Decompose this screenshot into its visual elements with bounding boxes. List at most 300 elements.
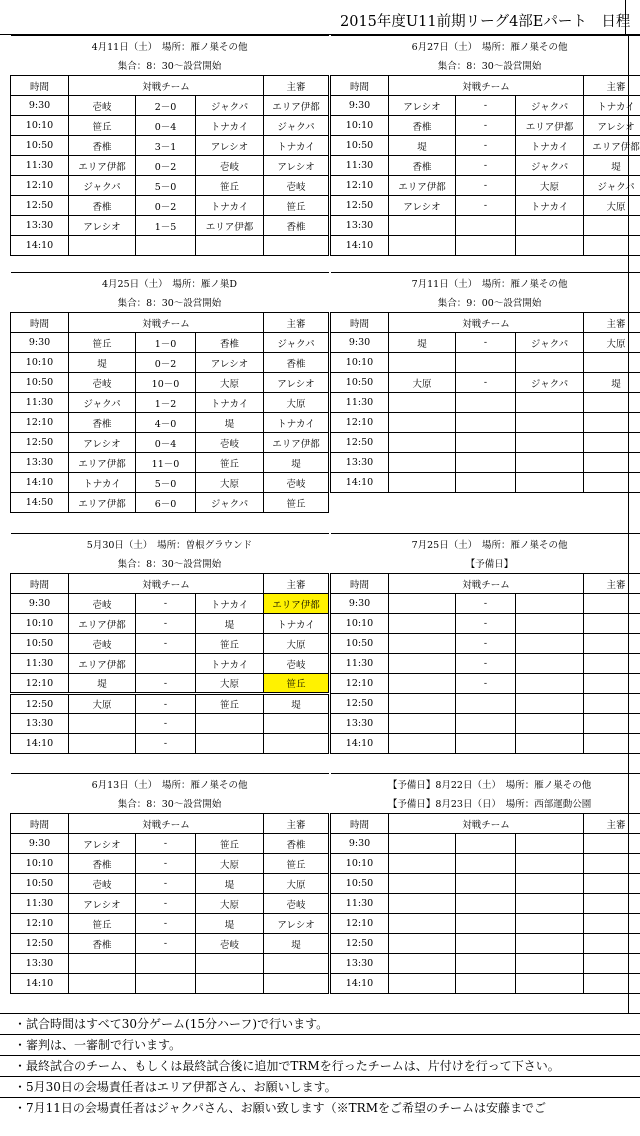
time-cell: 11:30 bbox=[331, 894, 389, 914]
score-cell bbox=[456, 714, 516, 734]
score-cell: 0－2 bbox=[136, 156, 196, 176]
referee-cell: ジャクパ bbox=[584, 176, 640, 196]
home-team-cell: 香椎 bbox=[69, 854, 136, 874]
referee-cell bbox=[584, 954, 640, 974]
home-team-cell bbox=[389, 236, 456, 256]
referee-cell bbox=[584, 236, 640, 256]
score-cell: 0－2 bbox=[136, 196, 196, 216]
time-cell: 10:10 bbox=[331, 353, 389, 373]
table-row bbox=[331, 473, 640, 493]
time-cell: 9:30 bbox=[331, 333, 389, 353]
score-cell bbox=[456, 453, 516, 473]
time-cell: 12:50 bbox=[11, 934, 69, 954]
home-team-cell: 壱岐 bbox=[69, 634, 136, 654]
referee-cell: 壱岐 bbox=[264, 894, 329, 914]
score-cell bbox=[456, 914, 516, 934]
away-team-cell: 堤 bbox=[196, 874, 264, 894]
away-team-cell: 大原 bbox=[196, 854, 264, 874]
table-row bbox=[11, 734, 329, 754]
score-cell: 0－2 bbox=[136, 353, 196, 373]
schedule-table bbox=[10, 272, 329, 513]
home-team-cell bbox=[389, 413, 456, 433]
score-cell bbox=[456, 854, 516, 874]
score-cell: - bbox=[136, 734, 196, 754]
time-cell: 13:30 bbox=[331, 453, 389, 473]
home-team-cell: 堤 bbox=[389, 136, 456, 156]
time-cell: 13:30 bbox=[331, 714, 389, 734]
schedule-table bbox=[330, 533, 640, 754]
referee-cell bbox=[584, 473, 640, 493]
home-team-cell bbox=[389, 453, 456, 473]
match-header: 対戦チーム bbox=[389, 574, 584, 594]
referee-cell: 堤 bbox=[264, 694, 329, 714]
referee-cell: 大原 bbox=[264, 874, 329, 894]
table-row bbox=[331, 353, 640, 373]
referee-cell: エリア伊都 bbox=[584, 136, 640, 156]
time-cell: 9:30 bbox=[331, 834, 389, 854]
time-cell: 12:50 bbox=[11, 196, 69, 216]
time-cell: 13:30 bbox=[11, 954, 69, 974]
match-day-block-jul11 bbox=[330, 272, 640, 493]
table-row bbox=[331, 674, 640, 694]
table-row bbox=[11, 654, 329, 674]
home-team-cell bbox=[389, 634, 456, 654]
home-team-cell: エリア伊都 bbox=[69, 453, 136, 473]
score-cell bbox=[456, 934, 516, 954]
referee-cell: 壱岐 bbox=[264, 473, 329, 493]
time-cell: 13:30 bbox=[11, 714, 69, 734]
note-match-length: ・試合時間はすべて30分ゲーム(15分ハーフ)で行います。 bbox=[0, 1013, 640, 1034]
table-row bbox=[11, 333, 329, 353]
match-header: 対戦チーム bbox=[69, 574, 264, 594]
home-team-cell bbox=[389, 734, 456, 754]
referee-cell bbox=[264, 974, 329, 994]
table-row bbox=[11, 954, 329, 974]
schedule-table bbox=[10, 533, 329, 754]
title-corner-cell bbox=[625, 0, 640, 35]
away-team-cell bbox=[516, 934, 584, 954]
match-day-block-reserve-aug bbox=[330, 773, 640, 994]
table-row bbox=[331, 914, 640, 934]
away-team-cell bbox=[196, 974, 264, 994]
table-row bbox=[331, 216, 640, 236]
match-day-block-apr11 bbox=[10, 35, 328, 256]
table-row bbox=[11, 493, 329, 513]
score-cell: - bbox=[136, 894, 196, 914]
venue-line: 6月13日（土） 場所：雁ノ巣その他 bbox=[11, 774, 329, 794]
home-team-cell bbox=[69, 236, 136, 256]
table-row bbox=[11, 353, 329, 373]
referee-cell: 香椎 bbox=[264, 216, 329, 236]
referee-cell bbox=[584, 854, 640, 874]
venue-line: 5月30日（土） 場所：曽根グラウンド bbox=[11, 534, 329, 554]
table-row bbox=[11, 694, 329, 714]
time-header: 時間 bbox=[11, 814, 69, 834]
score-cell: 10－0 bbox=[136, 373, 196, 393]
score-cell: 6－0 bbox=[136, 493, 196, 513]
score-cell bbox=[456, 216, 516, 236]
away-team-cell: ジャクパ bbox=[516, 333, 584, 353]
assembly-line: 集合：8：30〜設営開始 bbox=[117, 298, 222, 310]
time-cell: 10:50 bbox=[331, 373, 389, 393]
away-team-cell bbox=[516, 353, 584, 373]
time-cell: 14:10 bbox=[11, 236, 69, 256]
away-team-cell: 笹丘 bbox=[196, 453, 264, 473]
time-cell: 9:30 bbox=[11, 96, 69, 116]
referee-header: 主審 bbox=[264, 313, 329, 333]
referee-cell: 大原 bbox=[584, 196, 640, 216]
venue-line: 7月11日（土） 場所：雁ノ巣その他 bbox=[331, 273, 640, 293]
referee-cell: 笹丘 bbox=[264, 493, 329, 513]
referee-cell: 笹丘 bbox=[264, 196, 329, 216]
venue-line: 【予備日】8月22日（土） 場所：雁ノ巣その他 bbox=[331, 774, 640, 794]
home-team-cell: アレシオ bbox=[69, 216, 136, 236]
match-header: 対戦チーム bbox=[69, 814, 264, 834]
page-title: 2015年度U11前期リーグ4部Eパート 日程 bbox=[340, 14, 631, 30]
time-cell: 11:30 bbox=[11, 156, 69, 176]
referee-cell: 大原 bbox=[584, 333, 640, 353]
referee-cell: 堤 bbox=[264, 453, 329, 473]
away-team-cell: エリア伊都 bbox=[196, 216, 264, 236]
time-header: 時間 bbox=[11, 313, 69, 333]
score-cell: 1－0 bbox=[136, 333, 196, 353]
referee-cell bbox=[584, 594, 640, 614]
away-team-cell bbox=[516, 413, 584, 433]
score-cell: 2－0 bbox=[136, 96, 196, 116]
away-team-cell bbox=[516, 594, 584, 614]
referee-header: 主審 bbox=[264, 574, 329, 594]
time-cell: 10:10 bbox=[331, 116, 389, 136]
schedule-table bbox=[330, 272, 640, 493]
time-cell: 12:10 bbox=[11, 914, 69, 934]
referee-cell: 壱岐 bbox=[264, 176, 329, 196]
time-cell: 12:10 bbox=[331, 674, 389, 694]
score-cell bbox=[456, 874, 516, 894]
home-team-cell bbox=[389, 714, 456, 734]
table-row bbox=[11, 176, 329, 196]
table-row bbox=[331, 954, 640, 974]
schedule-table bbox=[10, 773, 329, 994]
table-row bbox=[11, 373, 329, 393]
home-team-cell bbox=[389, 974, 456, 994]
table-row bbox=[331, 333, 640, 353]
score-cell: - bbox=[456, 654, 516, 674]
home-team-cell: 香椎 bbox=[389, 156, 456, 176]
score-cell: - bbox=[136, 714, 196, 734]
referee-cell: トナカイ bbox=[264, 413, 329, 433]
time-cell: 10:50 bbox=[331, 874, 389, 894]
table-row bbox=[11, 96, 329, 116]
table-row bbox=[11, 914, 329, 934]
venue-line: 4月25日（土） 場所：雁ノ巣D bbox=[11, 273, 329, 293]
score-cell: 5－0 bbox=[136, 473, 196, 493]
table-row bbox=[11, 393, 329, 413]
score-cell: 1－2 bbox=[136, 393, 196, 413]
referee-cell: 堤 bbox=[584, 373, 640, 393]
time-cell: 10:10 bbox=[11, 614, 69, 634]
venue-line: 4月11日（土） 場所：雁ノ巣その他 bbox=[11, 36, 329, 56]
assembly-line: 集合：8：30〜設営開始 bbox=[117, 61, 222, 73]
score-cell: - bbox=[456, 614, 516, 634]
referee-cell bbox=[584, 974, 640, 994]
table-row bbox=[331, 974, 640, 994]
home-team-cell: アレシオ bbox=[69, 894, 136, 914]
time-cell: 14:10 bbox=[11, 734, 69, 754]
home-team-cell: 香椎 bbox=[69, 934, 136, 954]
time-header: 時間 bbox=[11, 574, 69, 594]
referee-cell bbox=[584, 216, 640, 236]
away-team-cell bbox=[516, 453, 584, 473]
notes-section bbox=[0, 1013, 640, 1118]
score-cell bbox=[456, 974, 516, 994]
away-team-cell: 香椎 bbox=[196, 333, 264, 353]
time-cell: 11:30 bbox=[331, 654, 389, 674]
table-row bbox=[331, 116, 640, 136]
score-cell bbox=[456, 413, 516, 433]
time-cell: 9:30 bbox=[11, 594, 69, 614]
assembly-line: 集合：8：30〜設営開始 bbox=[117, 559, 222, 571]
time-cell: 12:10 bbox=[11, 674, 69, 694]
away-team-cell: アレシオ bbox=[196, 353, 264, 373]
home-team-cell: 壱岐 bbox=[69, 96, 136, 116]
table-row bbox=[11, 634, 329, 654]
away-team-cell: 大原 bbox=[196, 373, 264, 393]
table-row bbox=[331, 453, 640, 473]
time-cell: 11:30 bbox=[331, 393, 389, 413]
table-row bbox=[331, 874, 640, 894]
note-may30-venue: ・5月30日の会場責任者はエリア伊都さん、お願いします。 bbox=[0, 1076, 640, 1097]
table-row bbox=[11, 156, 329, 176]
home-team-cell: エリア伊都 bbox=[69, 156, 136, 176]
time-cell: 12:10 bbox=[331, 176, 389, 196]
score-cell bbox=[456, 834, 516, 854]
score-cell: 1－5 bbox=[136, 216, 196, 236]
away-team-cell: ジャクパ bbox=[196, 493, 264, 513]
score-cell: - bbox=[136, 594, 196, 614]
score-cell bbox=[456, 433, 516, 453]
score-cell: - bbox=[456, 196, 516, 216]
time-cell: 11:30 bbox=[11, 393, 69, 413]
table-row bbox=[331, 834, 640, 854]
time-cell: 13:30 bbox=[11, 216, 69, 236]
referee-cell: アレシオ bbox=[264, 914, 329, 934]
home-team-cell: 堤 bbox=[69, 353, 136, 373]
table-row bbox=[11, 934, 329, 954]
referee-cell: 笹丘 bbox=[264, 854, 329, 874]
table-row bbox=[11, 974, 329, 994]
time-cell: 14:50 bbox=[11, 493, 69, 513]
score-cell: - bbox=[456, 96, 516, 116]
table-row bbox=[11, 136, 329, 156]
referee-cell: エリア伊都 bbox=[264, 433, 329, 453]
referee-cell bbox=[584, 674, 640, 694]
home-team-cell bbox=[389, 874, 456, 894]
referee-cell: アレシオ bbox=[584, 116, 640, 136]
table-row bbox=[11, 413, 329, 433]
away-team-cell: トナカイ bbox=[196, 116, 264, 136]
time-cell: 10:10 bbox=[11, 116, 69, 136]
score-cell: - bbox=[136, 874, 196, 894]
time-header: 時間 bbox=[11, 76, 69, 96]
score-cell bbox=[456, 393, 516, 413]
time-cell: 10:50 bbox=[11, 136, 69, 156]
referee-cell: 香椎 bbox=[264, 834, 329, 854]
table-row bbox=[331, 934, 640, 954]
referee-cell: エリア伊都 bbox=[264, 96, 329, 116]
home-team-cell: 香椎 bbox=[69, 136, 136, 156]
away-team-cell bbox=[516, 393, 584, 413]
away-team-cell bbox=[516, 614, 584, 634]
table-row bbox=[11, 216, 329, 236]
score-cell bbox=[456, 694, 516, 714]
home-team-cell: ジャクパ bbox=[69, 393, 136, 413]
table-row bbox=[331, 393, 640, 413]
home-team-cell bbox=[389, 433, 456, 453]
referee-cell bbox=[264, 236, 329, 256]
time-cell: 10:50 bbox=[331, 136, 389, 156]
referee-cell bbox=[584, 694, 640, 714]
referee-cell bbox=[264, 734, 329, 754]
away-team-cell: トナカイ bbox=[196, 654, 264, 674]
time-cell: 12:10 bbox=[331, 914, 389, 934]
away-team-cell: ジャクパ bbox=[516, 373, 584, 393]
assembly-line: 集合：8：30〜設営開始 bbox=[117, 799, 222, 811]
away-team-cell: 壱岐 bbox=[196, 156, 264, 176]
time-cell: 11:30 bbox=[11, 894, 69, 914]
home-team-cell: エリア伊都 bbox=[69, 654, 136, 674]
time-cell: 12:50 bbox=[331, 694, 389, 714]
home-team-cell: 大原 bbox=[389, 373, 456, 393]
away-team-cell: ジャクパ bbox=[196, 96, 264, 116]
table-row bbox=[11, 714, 329, 734]
away-team-cell: 堤 bbox=[196, 413, 264, 433]
table-row bbox=[11, 594, 329, 614]
time-cell: 12:50 bbox=[11, 433, 69, 453]
away-team-cell bbox=[516, 714, 584, 734]
assembly-line: 集合：9：00〜設営開始 bbox=[437, 298, 542, 310]
referee-cell: ジャクパ bbox=[264, 333, 329, 353]
away-team-cell: アレシオ bbox=[196, 136, 264, 156]
table-row bbox=[331, 894, 640, 914]
table-row bbox=[331, 413, 640, 433]
home-team-cell bbox=[69, 714, 136, 734]
away-team-cell bbox=[516, 854, 584, 874]
table-row bbox=[331, 196, 640, 216]
away-team-cell bbox=[516, 874, 584, 894]
match-header: 対戦チーム bbox=[69, 76, 264, 96]
score-cell bbox=[456, 894, 516, 914]
table-row bbox=[331, 373, 640, 393]
table-row bbox=[11, 674, 329, 694]
home-team-cell: エリア伊都 bbox=[69, 493, 136, 513]
referee-cell bbox=[584, 453, 640, 473]
referee-cell bbox=[584, 834, 640, 854]
referee-cell bbox=[584, 614, 640, 634]
time-cell: 13:30 bbox=[331, 216, 389, 236]
away-team-cell bbox=[516, 433, 584, 453]
referee-cell bbox=[584, 393, 640, 413]
away-team-cell: 堤 bbox=[196, 914, 264, 934]
away-team-cell: 大原 bbox=[196, 473, 264, 493]
time-cell: 9:30 bbox=[11, 333, 69, 353]
table-row bbox=[331, 433, 640, 453]
away-team-cell: 笹丘 bbox=[196, 634, 264, 654]
venue-line: 7月25日（土） 場所：雁ノ巣その他 bbox=[331, 534, 640, 554]
match-header: 対戦チーム bbox=[389, 313, 584, 333]
score-cell bbox=[136, 954, 196, 974]
referee-cell: トナカイ bbox=[264, 614, 329, 634]
time-cell: 9:30 bbox=[331, 594, 389, 614]
match-header: 対戦チーム bbox=[389, 76, 584, 96]
home-team-cell bbox=[389, 216, 456, 236]
home-team-cell: 香椎 bbox=[69, 196, 136, 216]
table-row bbox=[331, 634, 640, 654]
assembly-line: 【予備日】8月23日（日） 場所：西部運動公園 bbox=[387, 799, 592, 811]
table-row bbox=[11, 614, 329, 634]
score-cell bbox=[456, 236, 516, 256]
away-team-cell: トナカイ bbox=[196, 196, 264, 216]
referee-cell: 大原 bbox=[264, 634, 329, 654]
time-cell: 10:50 bbox=[11, 874, 69, 894]
home-team-cell: 堤 bbox=[389, 333, 456, 353]
score-cell: - bbox=[456, 373, 516, 393]
score-cell: - bbox=[456, 156, 516, 176]
referee-cell: 堤 bbox=[584, 156, 640, 176]
time-cell: 13:30 bbox=[11, 453, 69, 473]
assembly-line: 【予備日】 bbox=[465, 559, 514, 571]
away-team-cell bbox=[516, 734, 584, 754]
table-row bbox=[11, 894, 329, 914]
home-team-cell bbox=[389, 393, 456, 413]
time-cell: 14:10 bbox=[11, 473, 69, 493]
away-team-cell bbox=[516, 894, 584, 914]
score-cell: - bbox=[136, 854, 196, 874]
away-team-cell: トナカイ bbox=[516, 196, 584, 216]
home-team-cell: 壱岐 bbox=[69, 373, 136, 393]
away-team-cell: 笹丘 bbox=[196, 176, 264, 196]
referee-cell bbox=[584, 433, 640, 453]
score-cell: - bbox=[456, 594, 516, 614]
score-cell: - bbox=[136, 914, 196, 934]
home-team-cell bbox=[389, 914, 456, 934]
referee-cell bbox=[584, 734, 640, 754]
home-team-cell bbox=[389, 594, 456, 614]
away-team-cell: 笹丘 bbox=[196, 834, 264, 854]
referee-cell: 大原 bbox=[264, 393, 329, 413]
note-cleanup: ・最終試合のチーム、もしくは最終試合後に追加でTRMを行ったチームは、片付けを行って下さい。 bbox=[0, 1055, 640, 1076]
venue-line: 6月27日（土） 場所：雁ノ巣その他 bbox=[331, 36, 640, 56]
time-cell: 12:50 bbox=[11, 694, 69, 714]
table-row bbox=[331, 236, 640, 256]
away-team-cell bbox=[516, 974, 584, 994]
away-team-cell bbox=[196, 714, 264, 734]
score-cell: 4－0 bbox=[136, 413, 196, 433]
table-row bbox=[331, 614, 640, 634]
table-row bbox=[11, 433, 329, 453]
away-team-cell: ジャクパ bbox=[516, 156, 584, 176]
home-team-cell bbox=[389, 694, 456, 714]
referee-header: 主審 bbox=[584, 574, 640, 594]
away-team-cell bbox=[516, 914, 584, 934]
table-row bbox=[331, 156, 640, 176]
home-team-cell: 笹丘 bbox=[69, 333, 136, 353]
away-team-cell bbox=[196, 954, 264, 974]
referee-cell: エリア伊都 bbox=[264, 594, 329, 614]
away-team-cell bbox=[516, 216, 584, 236]
score-cell: 0－4 bbox=[136, 116, 196, 136]
referee-cell bbox=[584, 413, 640, 433]
home-team-cell bbox=[389, 353, 456, 373]
